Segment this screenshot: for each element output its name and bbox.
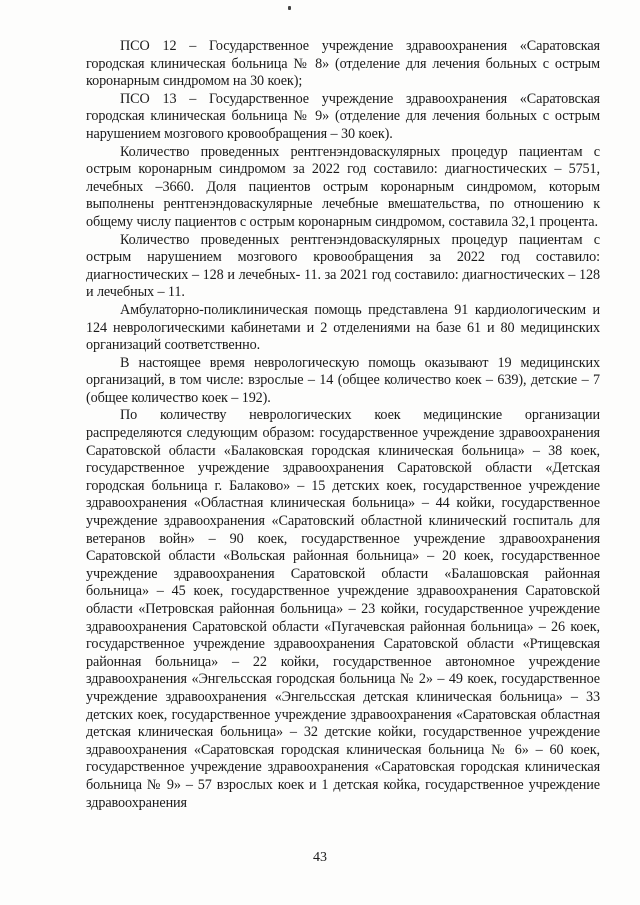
paragraph-coronary-procedures: Количество проведенных рентгенэндоваскулярных процедур пациентам с острым коронарным синдромом за 2022 год составило: диагностических – 5751, лечебных –3660. Доля пациентов острым коронарным синдромом, которым выполнены рентгенэндоваскулярные лечебные вмешательства, по отношению к общему числу пациентов с острым коронарным синдромом, составила 32,1 процента. — [86, 143, 600, 230]
paragraph-bed-distribution: По количеству неврологических коек медицинские организации распределяются следующим образом: государственное учреждение здравоохранения Саратовской области «Балаковская городская клиническая больница» – 38 коек, государственное учреждение здравоохранения Саратовской области «Детская городская больница г. Балаково» – 15 детских коек, государственное учреждение здравоохранения «Областная клиническая больница» – 44 койки, государственное учреждение здравоохранения «Саратовский областной клинический госпиталь для ветеранов войн» – 90 коек, государственное учреждение здравоохранения Саратовской области «Вольская районная больница» – 20 коек, государственное учреждение здравоохранения Саратовской области «Балашовская районная больница» – 45 коек, государственное учреждение здравоохранения Саратовской области «Петровская районная больница» – 23 койки, государственное учреждение здравоохранения Саратовской области «Пугачевская районная больница» – 26 коек, государственное учреждение здравоохранения Саратовской области «Ртищевская районная больница» – 22 койки, государственное автономное учреждение здравоохранения «Энгельсская городская больница № 2» – 49 коек, государственное учреждение здравоохранения «Энгельсская детская клиническая больница» – 33 детских коек, государственное учреждение здравоохранения «Саратовская областная детская клиническая больница» – 32 детские койки, государственное учреждение здравоохранения «Саратовская городская клиническая больница № 6» – 60 коек, государственное учреждение здравоохранения «Саратовская городская клиническая больница № 9» – 57 взрослых коек и 1 детская койка, государственное учреждение здравоохранения — [86, 407, 600, 811]
paragraph-stroke-procedures: Количество проведенных рентгенэндоваскулярных процедур пациентам с острым нарушением мозгового кровообращения за 2022 год составило: диагностических – 128 и лечебных- 11. за 2021 год составило: диагностических – 128 и лечебных – 11. — [86, 231, 600, 301]
paragraph-pso-12: ПСО 12 – Государственное учреждение здравоохранения «Саратовская городская клиническая больница № 8» (отделение для лечения больных с острым коронарным синдромом на 30 коек); — [86, 38, 600, 90]
body-text — [86, 38, 600, 812]
paragraph-outpatient-care: Амбулаторно-поликлиническая помощь представлена 91 кардиологическим и 124 неврологическими кабинетами и 2 отделениями на базе 61 и 80 медицинских организаций соответственно. — [86, 301, 600, 354]
page-number: 43 — [313, 850, 327, 865]
paragraph-pso-13: ПСО 13 – Государственное учреждение здравоохранения «Саратовская городская клиническая больница № 9» (отделение для лечения больных с острым нарушением мозгового кровообращения – 30 коек). — [86, 90, 600, 142]
paragraph-neurology-organizations: В настоящее время неврологическую помощь оказывают 19 медицинских организаций, в том числе: взрослые – 14 (общее количество коек – 639), детские – 7 (общее количество коек – 192). — [86, 354, 600, 406]
scan-mark — [288, 6, 291, 10]
